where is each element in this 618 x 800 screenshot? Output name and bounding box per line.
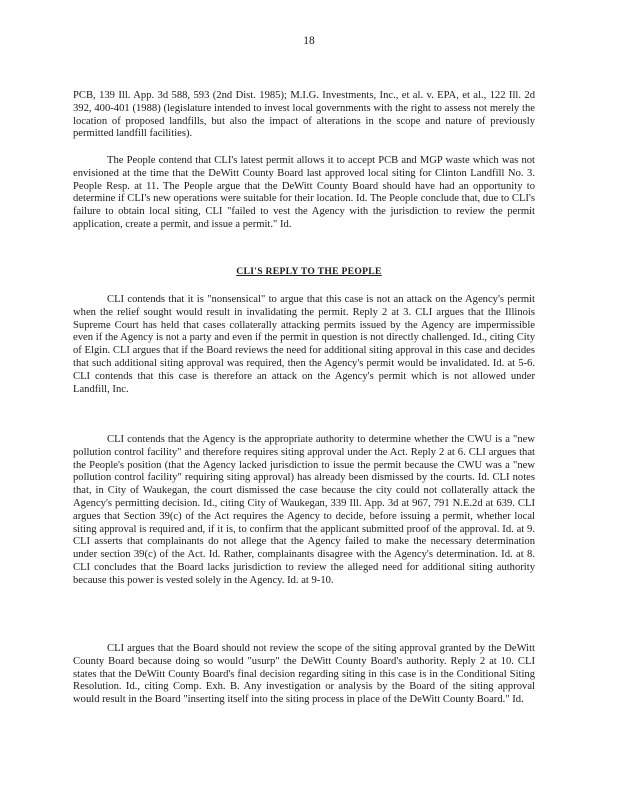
section-heading-text: CLI'S REPLY TO THE PEOPLE [236, 266, 382, 277]
page-number: 18 [303, 35, 315, 47]
paragraph-cli-agency-authority [73, 434, 535, 588]
paragraph-people-contend [73, 155, 535, 232]
paragraph-text: CLI contends that it is "nonsensical" to argue that this case is not an attack on the Agency's permit when the relief sought would result in invalidating the permit. Reply 2 at 3. CLI argues that the Illinois Supreme Court has held that cases collaterally attacking permits issued by the Agency are impermissible even if the Agency is not a party and even if the permit in question is not directly challenged. Id., citing City of Elgin. CLI argues that if the Board reviews the need for additional siting approval in this case and decides that such additional siting approval was required, then the Agency's permit would be invalidated. Id. at 5-6. CLI contends that this case is therefore an attack on the Agency's permit which is not allowed under Landfill, Inc. [73, 294, 535, 395]
paragraph-cli-usurp [73, 643, 535, 707]
paragraph-text: CLI contends that the Agency is the appropriate authority to determine whether the CWU is a "new pollution control facility" and therefore requires siting approval under the Act. Reply 2 at 6. CLI argues that the People's position (that the Agency lacked jurisdiction to issue the permit because the CWU was a "new pollution control facility" requiring siting approval) has already been dismissed by the courts. Id. CLI notes that, in City of Waukegan, the court dismissed the case because the city could not collaterally attack the Agency's permitting decision. Id., citing City of Waukegan, 339 Ill. App. 3d at 967, 791 N.E.2d at 639. CLI argues that Section 39(c) of the Act requires the Agency to decide, before issuing a permit, whether local siting approval is required and, if it is, to confirm that the applicant submitted proof of the approval. Id. at 9. CLI asserts that complainants do not allege that the Agency failed to make the necessary determination under section 39(c) of the Act. Id. Rather, complainants disagree with the Agency's determination. Id. at 8. CLI concludes that the Board lacks jurisdiction to review the alleged need for additional siting authority because this power is vested solely in the Agency. Id. at 9-10. [73, 434, 535, 586]
section-heading [0, 266, 618, 279]
paragraph-cli-nonsensical [73, 294, 535, 396]
paragraph-citation-continuation: PCB, 139 Ill. App. 3d 588, 593 (2nd Dist. 1985); M.I.G. Investments, Inc., et al. v. EPA, et al., 122 Ill. 2d 392, 400-401 (1988) (legislature intended to invest local governments with the right to assess not merely the location of proposed landfills, but also the impact of alterations in the scope and nature of previously permitted landfill facilities). [73, 90, 535, 140]
paragraph-text: The People contend that CLI's latest permit allows it to accept PCB and MGP waste which was not envisioned at the time that the DeWitt County Board last approved local siting for Clinton Landfill No. 3. People Resp. at 11. The People argue that the DeWitt County Board should have had an opportunity to determine if CLI's new operations were suitable for their location. Id. The People conclude that, due to CLI's failure to obtain local siting, CLI "failed to vest the Agency with the jurisdiction to review the permit application, create a permit, and issue a permit." Id. [73, 155, 535, 230]
paragraph-text: CLI argues that the Board should not review the scope of the siting approval granted by the DeWitt County Board because doing so would "usurp" the DeWitt County Board's authority. Reply 2 at 10. CLI states that the DeWitt County Board's final decision regarding siting in this case is in the Conditional Siting Resolution. Id., citing Comp. Exh. B. Any investigation or analysis by the Board of the siting approval would result in the Board "inserting itself into the siting process in place of the DeWitt County Board." Id. [73, 643, 535, 706]
